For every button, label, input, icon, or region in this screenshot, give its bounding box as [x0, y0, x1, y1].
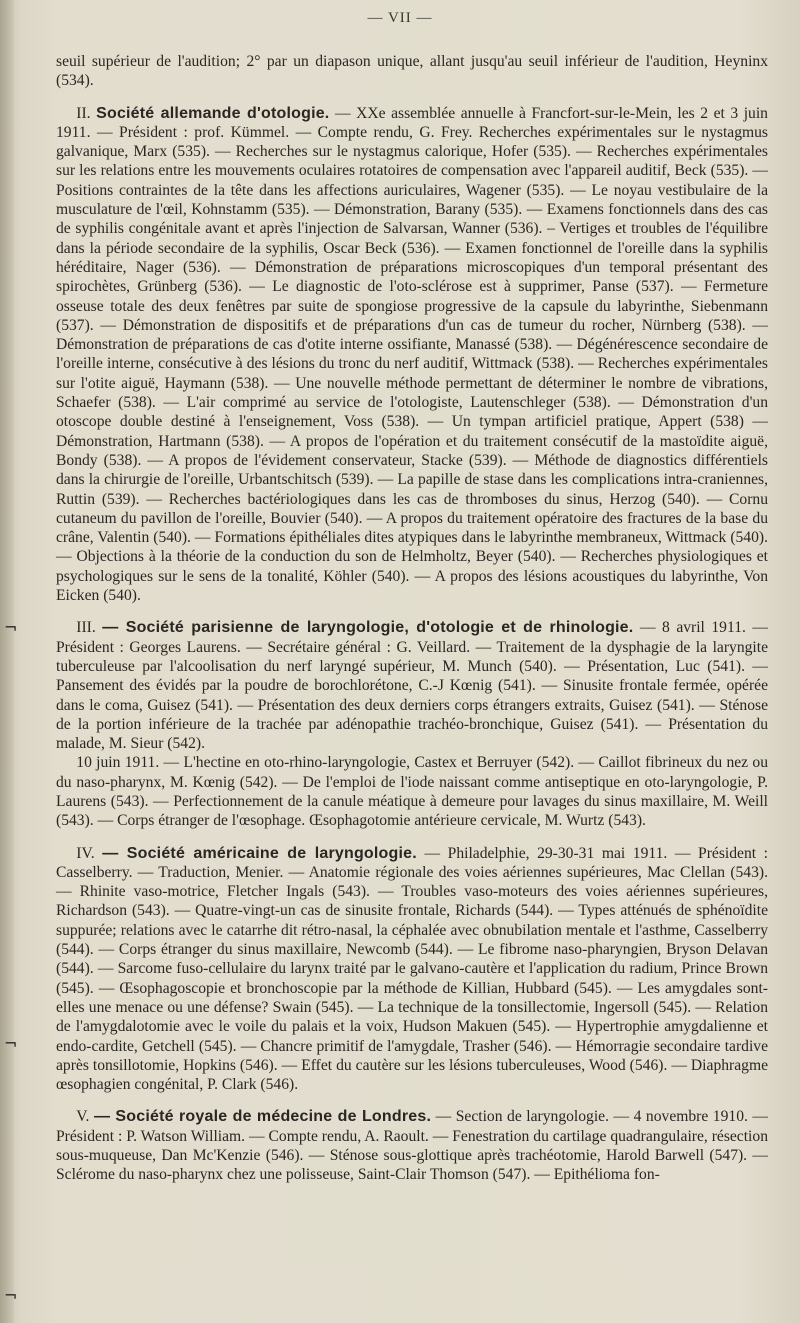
margin-mark: ¬ [4, 1034, 18, 1053]
section-title: — Société parisienne de laryngologie, d'otologie et de rhinologie. [102, 619, 634, 637]
section-4 [56, 844, 768, 1095]
section-numeral: V. [76, 1108, 90, 1126]
margin-mark: ¬ [4, 618, 18, 637]
section-body: — 8 avril 1911. — Président : Georges Laurens. — Secrétaire général : G. Veillard. — Traitement de la dysphagie de la laryngite tuberculeuse par l'alcoolisation du nerf laryngé supérieur, M. Munch (540). — Présentation, Luc (541). — Pansement des évidés par la poudre de borochlorétone, C.-J Kœnig (541). — Sinusite frontale fermée, opérée dans le coma, Guisez (541). — Présentation des deux derniers corps étrangers extraits, Guisez (541). — Sténose de la portion inférieure de la trachée par adénopathie trachéo-bronchique, Guisez (541). — Présentation du malade, M. Sieur (542). [56, 619, 768, 753]
section-numeral: II. [76, 104, 91, 122]
section-title: Société allemande d'otologie. [96, 104, 330, 122]
section-numeral: IV. [76, 844, 95, 862]
section-body: — Section de laryngologie. — 4 novembre 1910. — Président : P. Watson William. — Compte rendu, A. Raoult. — Fenestration du cartilage quadrangulaire, résection sous-muqueuse, Dan Mc'Kenzie (546). — Sténose sous-glottique après trachéotomie, Harold Barwell (547). — Sclérome du naso-pharynx chez une polisseuse, Saint-Clair Thomson (547). — Epithélioma fon- [56, 1108, 768, 1184]
page-content [56, 52, 768, 1198]
section-title: — Société royale de médecine de Londres. [93, 1108, 432, 1126]
section-numeral: III. [76, 619, 96, 637]
section-2 [56, 104, 768, 606]
section-body: — XXe assemblée annuelle à Francfort-sur-le-Mein, les 2 et 3 juin 1911. — Président : prof. Kümmel. — Compte rendu, G. Frey. Recherches expérimentales sur le nystagmus galvanique, Marx (535). — Recherches sur le nystagmus calorique, Hofer (535). — Recherches expérimentales sur les relations entre les mouvements oculaires rotatoires de compensation avec l'appareil auditif, Beck (535). — Positions contraintes de la tête dans les affections auriculaires, Wagener (535). — Le noyau vestibulaire de la musculature de l'œil, Kohnstamm (535). — Démonstration, Barany (535). — Examens fonctionnels dans des cas de syphilis congénitale avant et après l'injection de Salvarsan, Wanner (536). – Vertiges et troubles de l'équilibre dans la période secondaire de la syphilis, Oscar Beck (536). — Examen fonctionnel de l'oreille dans la syphilis héréditaire, Nager (536). — Démonstration de préparations microscopiques d'un temporal présentant des spirochètes, Grünberg (536). — Le diagnostic de l'oto-sclérose est à supprimer, Panse (537). — Fermeture osseuse totale des deux fenêtres par suite de spongiose progressive de la capsule du labyrinthe, Siebenmann (537). — Démonstration de dispositifs et de préparations d'un cas de tumeur du rocher, Nürnberg (538). — Démonstration de préparations de cas d'otite interne ossifiante, Manassé (538). — Dégénérescence secondaire de l'oreille interne, consécutive à des lésions du tronc du nerf auditif, Wittmack (538). — Recherches expérimentales sur l'otite aiguë, Haymann (538). — Une nouvelle méthode permettant de déterminer le nombre de vibrations, Schaefer (538). — L'air comprimé au service de l'otologiste, Lautenschleger (538). — Démonstration d'un otoscope double destiné à l'enseignement, Voss (538). — Un tympan artificiel pratique, Appert (538) — Démonstration, Hartmann (538). — A propos de l'opération et du traitement consécutif de la mastoïdite aiguë, Bondy (538). — A propos de l'évidement conservateur, Stacke (539). — Méthode de diagnostics différentiels dans la chirurgie de l'oreille, Urbantschitsch (539). — La papille de stase dans les complications intra-craniennes, Ruttin (539). — Recherches bactériologiques dans les cas de thromboses du sinus, Herzog (540). — Cornu cutaneum du pavillon de l'oreille, Bouvier (540). — A propos du traitement opératoire des fractures de la base du crâne, Valentin (540). — Formations épithéliales dites atypiques dans le labyrinthe membraneux, Wittmack (540). — Objections à la théorie de la conduction du son de Helmholtz, Beyer (540). — Recherches physiologiques et psychologiques sur le sens de la tonalité, Köhler (540). — A propos des lésions acoustiques du labyrinthe, Von Eicken (540). [56, 104, 768, 605]
section-3-continued: 10 juin 1911. — L'hectine en oto-rhino-laryngologie, Castex et Berruyer (542). — Caillot fibrineux du nez ou du naso-pharynx, M. Kœnig (542). — De l'emploi de l'iode naissant comme antiseptique en oto-laryngologie, P. Laurens (543). — Perfectionnement de la canule méatique à demeure pour lavages du sinus maxillaire, M. Weill (543). — Corps étranger de l'œsophage. Œsophagotomie antérieure cervicale, M. Wurtz (543). [56, 754, 768, 830]
page-spine-shadow [0, 0, 14, 1323]
page-number: — VII — [367, 10, 433, 26]
section-5 [56, 1107, 768, 1184]
section-title: — Société américaine de laryngologie. [102, 844, 417, 862]
margin-mark: ¬ [4, 1286, 18, 1305]
intro-paragraph: seuil supérieur de l'audition; 2° par un diapason unique, allant jusqu'au seuil inférieur de l'audition, Heyninx (534). [56, 53, 768, 90]
section-3 [56, 618, 768, 753]
section-body: — Philadelphie, 29-30-31 mai 1911. — Président : Casselberry. — Traduction, Menier. — Anatomie régionale des voies aériennes supérieures, Mac Clellan (543). — Rhinite vaso-motrice, Fletcher Ingals (543). — Troubles vaso-moteurs des voies aériennes supérieures, Richardson (543). — Quatre-vingt-un cas de sinusite frontale, Richards (544). — Types atténués de sphénoïdite suppurée; relations avec le catarrhe dit rétro-nasal, la céphalée avec obnubilation mentale et l'asthme, Casselberry (544). — Corps étranger du sinus maxillaire, Newcomb (544). — Le fibrome naso-pharyngien, Bryson Delavan (544). — Sarcome fuso-cellulaire du larynx traité par le galvano-cautère et l'application du radium, Prince Brown (545). — Œsophagoscopie et bronchoscopie par la méthode de Killian, Hubbard (545). — Les amygdales sont-elles une menace ou une défense? Swain (545). — La technique de la tonsillectomie, Ingersoll (545). — Relation de l'amygdalotomie avec le voile du palais et la voix, Hudson Makuen (545). — Hypertrophie amygdalienne et endo-cardite, Getchell (545). — Chancre primitif de l'amygdale, Trasher (546). — Hémorragie secondaire tardive après tonsillotomie, Hopkins (546). — Effet du cautère sur les lésions tuberculeuses, Wood (546). — Diaphragme œsophagien congénital, P. Clark (546). [56, 844, 769, 1094]
